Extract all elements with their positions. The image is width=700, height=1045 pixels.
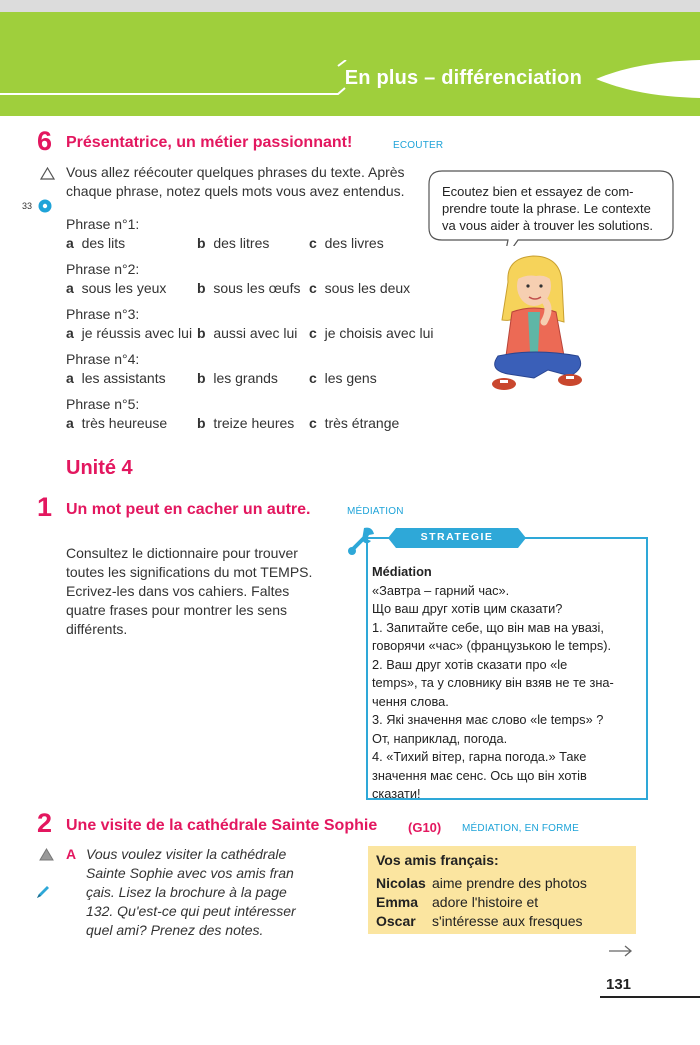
option-letter-a: a bbox=[66, 415, 74, 431]
option-letter-b: b bbox=[197, 280, 206, 296]
phrase-label: Phrase n°5: bbox=[66, 396, 140, 412]
wrench-icon bbox=[346, 524, 378, 558]
phrase-label: Phrase n°2: bbox=[66, 261, 140, 277]
option-letter-c: c bbox=[309, 370, 317, 386]
exercise-2-tag: MÉDIATION, EN FORME bbox=[462, 823, 579, 834]
exercise-6-number: 6 bbox=[37, 126, 53, 156]
option-letter-c: c bbox=[309, 280, 317, 296]
header-title: En plus – différenciation bbox=[344, 67, 582, 89]
phrase-item bbox=[66, 395, 400, 433]
friend-desc: s'intéresse aux fresques bbox=[432, 913, 583, 929]
option-letter-b: b bbox=[197, 235, 206, 251]
phrase-option-b: les grands bbox=[213, 370, 278, 386]
option-letter-a: a bbox=[66, 235, 74, 251]
friend-name: Emma bbox=[376, 894, 419, 910]
triangle-level-icon bbox=[39, 848, 54, 861]
phrase-item bbox=[66, 260, 411, 298]
phrase-label: Phrase n°4: bbox=[66, 351, 140, 367]
phrase-option-a: les assistants bbox=[81, 370, 166, 386]
speech-bubble-text: Ecoutez bien et essayez de com- prendre toute la phrase. Le contexte va vous aider à trouver les solutions. bbox=[442, 184, 653, 233]
phrase-option-a: sous les yeux bbox=[81, 280, 167, 296]
exercise-1-text: Consultez le dictionnaire pour trouver toutes les significations du mot TEMPS. Ecrivez-les dans vos cahiers. Faltes quatre frases pour montrer les sens différents. bbox=[66, 545, 313, 637]
pencil-icon bbox=[34, 883, 52, 901]
phrase-item bbox=[66, 305, 434, 343]
phrase-label: Phrase n°3: bbox=[66, 306, 140, 322]
phrase-option-b: sous les œufs bbox=[213, 280, 301, 296]
girl-illustration bbox=[478, 252, 598, 402]
option-letter-c: c bbox=[309, 415, 317, 431]
phrase-option-b: des litres bbox=[213, 235, 270, 251]
friends-box bbox=[368, 846, 636, 934]
phrase-option-a: des lits bbox=[81, 235, 126, 251]
phrase-option-c: sous les deux bbox=[324, 280, 411, 296]
phrase-item bbox=[66, 350, 377, 388]
option-letter-a: a bbox=[66, 370, 74, 386]
friends-heading: Vos amis français: bbox=[376, 852, 499, 868]
option-letter-b: b bbox=[197, 325, 206, 341]
exercise-2-title: Une visite de la cathédrale Sainte Sophie bbox=[66, 817, 378, 834]
audio-cd-icon[interactable] bbox=[38, 199, 52, 213]
option-letter-b: b bbox=[197, 415, 206, 431]
exercise-1-tag: MÉDIATION bbox=[347, 506, 404, 517]
phrase-option-a: je réussis avec lui bbox=[81, 325, 193, 341]
unit-title: Unité 4 bbox=[66, 457, 133, 479]
option-letter-c: c bbox=[309, 235, 317, 251]
phrase-option-c: je choisis avec lui bbox=[324, 325, 434, 341]
phrase-option-b: aussi avec lui bbox=[213, 325, 298, 341]
strategy-heading: Médiation bbox=[372, 564, 432, 579]
exercise-6-title: Présentatrice, un métier passionnant! bbox=[66, 134, 353, 151]
phrase-option-b: treize heures bbox=[213, 415, 295, 431]
phrase-option-a: très heureuse bbox=[81, 415, 168, 431]
exercise-6-tag: ECOUTER bbox=[393, 140, 444, 151]
option-letter-b: b bbox=[197, 370, 206, 386]
strategy-text: Médiation «Завтра – гарний час». Що ваш друг хотів цим сказати? 1. Запитайте себе, що він мав на увазі, говорячи «час» (французькою le temps). 2. Ваш друг хотів сказати про «le temps», та у словнику він взяв не те зна- чення слова. 3. Які значення має слово «le temps» ? От, наприклад, погода. 4. «Тихий вітер, гарна погода.» Таке значення має сенс. Ось що він хотів сказати! bbox=[372, 563, 644, 804]
phrase-item bbox=[66, 215, 384, 253]
top-strip bbox=[0, 0, 700, 12]
option-letter-c: c bbox=[309, 325, 317, 341]
phrase-option-c: les gens bbox=[324, 370, 377, 386]
friend-desc: adore l'histoire et bbox=[432, 894, 539, 910]
audio-track-number: 33 bbox=[22, 201, 33, 211]
exercise-6-instruction-2: chaque phrase, notez quels mots vous avez entendus. bbox=[66, 183, 405, 199]
exercise-2-text: Vous voulez visiter la cathédrale Sainte Sophie avec vos amis fran çais. Lisez la brochure à la page 132. Qu'est-ce qui peut intéresser quel ami? Prenez des notes. bbox=[86, 846, 296, 938]
exercise-2-number: 2 bbox=[37, 808, 53, 838]
arrow-right-icon[interactable] bbox=[608, 944, 634, 958]
exercise-1-number: 1 bbox=[37, 492, 53, 522]
exercise-2-ref: (G10) bbox=[408, 820, 442, 835]
friend-name: Nicolas bbox=[376, 875, 426, 891]
exercise-1-title: Un mot peut en cacher un autre. bbox=[66, 501, 311, 518]
exercise-6-instruction-1: Vous allez réécouter quelques phrases du texte. Après bbox=[66, 164, 405, 180]
friend-name: Oscar bbox=[376, 913, 416, 929]
exercise-2-part: A bbox=[66, 846, 77, 862]
page-number: 131 bbox=[606, 976, 632, 993]
friend-desc: aime prendre des photos bbox=[432, 875, 587, 891]
triangle-level-icon bbox=[40, 167, 55, 180]
phrase-label: Phrase n°1: bbox=[66, 216, 140, 232]
phrase-option-c: très étrange bbox=[324, 415, 400, 431]
strategy-badge-label: STRATEGIE bbox=[420, 531, 494, 543]
page-number-rule bbox=[600, 996, 700, 998]
option-letter-a: a bbox=[66, 325, 74, 341]
phrase-option-c: des livres bbox=[324, 235, 384, 251]
option-letter-a: a bbox=[66, 280, 74, 296]
